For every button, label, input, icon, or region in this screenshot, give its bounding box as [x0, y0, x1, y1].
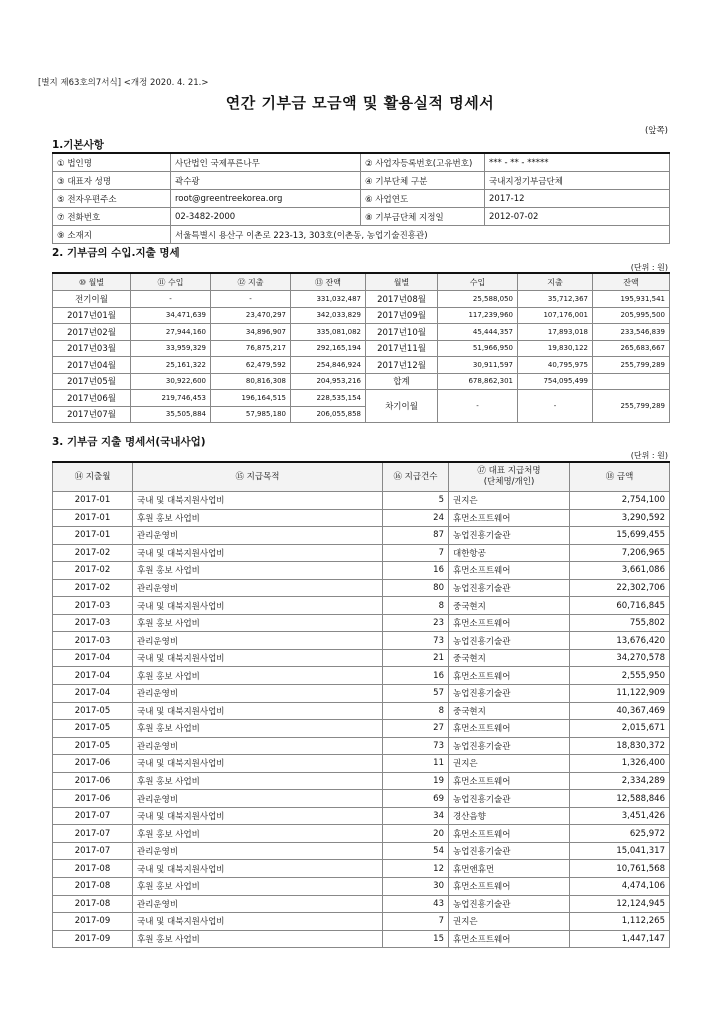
field-label: ⑥ 사업연도: [361, 190, 485, 208]
payee-cell: 중국현지: [449, 597, 570, 615]
expense-month-cell: 2017-04: [53, 685, 133, 703]
table-row: [53, 790, 670, 808]
count-cell: 7: [383, 544, 449, 562]
field-label: ⑤ 전자우편주소: [53, 190, 171, 208]
purpose-cell: 국내 및 대북지원사업비: [133, 807, 383, 825]
month-cell: 2017년04월: [53, 357, 131, 374]
field-label: ⑧ 기부금단체 지정일: [361, 208, 485, 226]
count-cell: 8: [383, 702, 449, 720]
income-cell: 678,862,301: [438, 373, 518, 390]
amount-cell: 60,716,845: [570, 597, 670, 615]
amount-cell: 12,588,846: [570, 790, 670, 808]
payee-cell: 농업진흥기술관: [449, 632, 570, 650]
expense-month-cell: 2017-08: [53, 878, 133, 896]
amount-cell: 3,661,086: [570, 562, 670, 580]
table-row: [53, 614, 670, 632]
section-expense-unit: (단위 : 원): [630, 451, 668, 460]
purpose-cell: 관리운영비: [133, 895, 383, 913]
payee-cell: 권지은: [449, 492, 570, 510]
expense-month-cell: 2017-06: [53, 790, 133, 808]
field-label: ① 법인명: [53, 153, 171, 172]
table-row: [53, 324, 670, 341]
count-cell: 21: [383, 649, 449, 667]
count-cell: 20: [383, 825, 449, 843]
payee-cell: 농업진흥기술관: [449, 737, 570, 755]
expense-cell: -: [518, 390, 593, 423]
amount-cell: 34,270,578: [570, 649, 670, 667]
expense-month-cell: 2017-01: [53, 527, 133, 545]
table-row: [53, 930, 670, 948]
field-label: ④ 기부단체 구분: [361, 172, 485, 190]
amount-cell: 2,754,100: [570, 492, 670, 510]
expense-month-cell: 2017-03: [53, 614, 133, 632]
table-row: [53, 895, 670, 913]
income-cell: -: [131, 291, 211, 308]
table-row: [53, 291, 670, 308]
purpose-cell: 국내 및 대북지원사업비: [133, 597, 383, 615]
payee-cell: 농업진흥기술관: [449, 790, 570, 808]
amount-cell: 1,447,147: [570, 930, 670, 948]
count-cell: 16: [383, 667, 449, 685]
table-row: [53, 737, 670, 755]
table-row: [53, 649, 670, 667]
purpose-cell: 후원 홍보 사업비: [133, 614, 383, 632]
purpose-cell: 관리운영비: [133, 579, 383, 597]
income-cell: 34,471,639: [131, 307, 211, 324]
balance-cell: 335,081,082: [291, 324, 366, 341]
payee-cell: 농업진흥기술관: [449, 842, 570, 860]
basic-info-table: [52, 152, 670, 244]
month-cell: 2017년02월: [53, 324, 131, 341]
basic-info-row: [53, 153, 670, 172]
amount-cell: 7,206,965: [570, 544, 670, 562]
purpose-cell: 후원 홍보 사업비: [133, 825, 383, 843]
expense-cell: 754,095,499: [518, 373, 593, 390]
column-header: ⑯ 지급건수: [383, 462, 449, 492]
table-row: [53, 860, 670, 878]
income-cell: 25,588,050: [438, 291, 518, 308]
expense-month-cell: 2017-09: [53, 913, 133, 931]
table-row: [53, 702, 670, 720]
basic-info-row: [53, 226, 670, 244]
payee-cell: 농업진흥기술관: [449, 685, 570, 703]
expense-cell: 76,875,217: [211, 340, 291, 357]
expense-month-cell: 2017-08: [53, 860, 133, 878]
expense-month-cell: 2017-06: [53, 755, 133, 773]
field-value: 2017-12: [485, 190, 670, 208]
field-value: root@greentreekorea.org: [171, 190, 361, 208]
month-cell: 2017년10월: [366, 324, 438, 341]
column-header: ⑫ 지출: [211, 273, 291, 291]
purpose-cell: 후원 홍보 사업비: [133, 667, 383, 685]
amount-cell: 755,802: [570, 614, 670, 632]
count-cell: 54: [383, 842, 449, 860]
expense-month-cell: 2017-03: [53, 597, 133, 615]
field-label: ⑦ 전화번호: [53, 208, 171, 226]
amount-cell: 4,474,106: [570, 878, 670, 896]
amount-cell: 11,122,909: [570, 685, 670, 703]
expense-month-cell: 2017-04: [53, 667, 133, 685]
expense-cell: 62,479,592: [211, 357, 291, 374]
month-cell: 2017년09월: [366, 307, 438, 324]
table-row: [53, 562, 670, 580]
expenditure-table: [52, 461, 670, 948]
table-row: [53, 597, 670, 615]
income-cell: 45,444,357: [438, 324, 518, 341]
amount-cell: 18,830,372: [570, 737, 670, 755]
payee-cell: 휴먼소프트웨어: [449, 509, 570, 527]
expense-month-cell: 2017-08: [53, 895, 133, 913]
purpose-cell: 국내 및 대북지원사업비: [133, 544, 383, 562]
amount-cell: 40,367,469: [570, 702, 670, 720]
count-cell: 80: [383, 579, 449, 597]
basic-info-row: [53, 172, 670, 190]
purpose-cell: 국내 및 대북지원사업비: [133, 913, 383, 931]
income-cell: 33,959,329: [131, 340, 211, 357]
expense-cell: 34,896,907: [211, 324, 291, 341]
count-cell: 57: [383, 685, 449, 703]
income-cell: 27,944,160: [131, 324, 211, 341]
table-row: [53, 544, 670, 562]
income-cell: 219,746,453: [131, 390, 211, 407]
balance-cell: 255,799,289: [593, 390, 670, 423]
count-cell: 27: [383, 720, 449, 738]
purpose-cell: 관리운영비: [133, 685, 383, 703]
expense-month-cell: 2017-06: [53, 772, 133, 790]
purpose-cell: 후원 홍보 사업비: [133, 878, 383, 896]
amount-cell: 625,972: [570, 825, 670, 843]
table-row: [53, 509, 670, 527]
balance-cell: 255,799,289: [593, 357, 670, 374]
purpose-cell: 관리운영비: [133, 790, 383, 808]
table-row: [53, 492, 670, 510]
purpose-cell: 관리운영비: [133, 632, 383, 650]
section-expense-title: 3. 기부금 지출 명세서(국내사업): [52, 436, 206, 448]
table-row: [53, 807, 670, 825]
count-cell: 24: [383, 509, 449, 527]
payee-cell: 농업진흥기술관: [449, 895, 570, 913]
payee-cell: 농업진흥기술관: [449, 527, 570, 545]
balance-cell: 204,953,216: [291, 373, 366, 390]
column-header: ⑱ 금액: [570, 462, 670, 492]
payee-cell: 중국현지: [449, 649, 570, 667]
balance-cell: 265,683,667: [593, 340, 670, 357]
table-row: [53, 913, 670, 931]
purpose-cell: 후원 홍보 사업비: [133, 509, 383, 527]
payee-cell: 휴먼앤휴먼: [449, 860, 570, 878]
count-cell: 15: [383, 930, 449, 948]
table-row: [53, 373, 670, 390]
column-header: 수입: [438, 273, 518, 291]
address-label: ⑨ 소재지: [53, 226, 171, 244]
count-cell: 19: [383, 772, 449, 790]
purpose-cell: 후원 홍보 사업비: [133, 562, 383, 580]
balance-cell: 233,546,839: [593, 324, 670, 341]
expense-month-cell: 2017-03: [53, 632, 133, 650]
expense-month-cell: 2017-07: [53, 842, 133, 860]
balance-cell: [593, 373, 670, 390]
payee-cell: 휴먼소프트웨어: [449, 825, 570, 843]
payee-cell: 농업진흥기술관: [449, 579, 570, 597]
expense-cell: 19,830,122: [518, 340, 593, 357]
income-cell: 117,239,960: [438, 307, 518, 324]
expense-month-cell: 2017-02: [53, 579, 133, 597]
expense-cell: 107,176,001: [518, 307, 593, 324]
month-cell: 2017년07월: [53, 406, 131, 423]
balance-cell: 342,033,829: [291, 307, 366, 324]
income-expense-table: [52, 272, 670, 423]
section-income-title: 2. 기부금의 수입.지출 명세: [52, 247, 180, 259]
count-cell: 69: [383, 790, 449, 808]
payee-cell: 중국현지: [449, 702, 570, 720]
purpose-cell: 국내 및 대북지원사업비: [133, 702, 383, 720]
purpose-cell: 국내 및 대북지원사업비: [133, 649, 383, 667]
balance-cell: 254,846,924: [291, 357, 366, 374]
column-header: ⑪ 수입: [131, 273, 211, 291]
table-row: [53, 720, 670, 738]
income-cell: -: [438, 390, 518, 423]
month-cell: 전기이월: [53, 291, 131, 308]
month-cell: 2017년05월: [53, 373, 131, 390]
purpose-cell: 후원 홍보 사업비: [133, 720, 383, 738]
table-row: [53, 825, 670, 843]
expense-cell: 40,795,975: [518, 357, 593, 374]
table-row: [53, 527, 670, 545]
month-cell: 2017년11월: [366, 340, 438, 357]
payee-cell: 경산음향: [449, 807, 570, 825]
expense-month-cell: 2017-02: [53, 562, 133, 580]
field-value: 국내지정기부금단체: [485, 172, 670, 190]
count-cell: 8: [383, 597, 449, 615]
table-row: [53, 667, 670, 685]
purpose-cell: 후원 홍보 사업비: [133, 930, 383, 948]
form-number: [별지 제63호의7서식] <개정 2020. 4. 21.>: [38, 78, 209, 88]
table-row: [53, 685, 670, 703]
count-cell: 7: [383, 913, 449, 931]
expense-month-cell: 2017-05: [53, 737, 133, 755]
count-cell: 43: [383, 895, 449, 913]
column-header: ⑭ 지출월: [53, 462, 133, 492]
table-row: [53, 340, 670, 357]
section-income-unit: (단위 : 원): [630, 263, 668, 272]
basic-info-row: [53, 208, 670, 226]
amount-cell: 10,761,568: [570, 860, 670, 878]
month-cell: 2017년12월: [366, 357, 438, 374]
field-value: 곽수광: [171, 172, 361, 190]
table-row: [53, 632, 670, 650]
section-basic-title: 1.기본사항: [52, 139, 104, 151]
amount-cell: 2,015,671: [570, 720, 670, 738]
table-row: [53, 772, 670, 790]
amount-cell: 1,326,400: [570, 755, 670, 773]
month-cell: 2017년08월: [366, 291, 438, 308]
amount-cell: 3,451,426: [570, 807, 670, 825]
expense-cell: 17,893,018: [518, 324, 593, 341]
month-cell: 2017년01월: [53, 307, 131, 324]
purpose-cell: 국내 및 대북지원사업비: [133, 492, 383, 510]
income-cell: 30,911,597: [438, 357, 518, 374]
purpose-cell: 국내 및 대북지원사업비: [133, 860, 383, 878]
expense-month-cell: 2017-02: [53, 544, 133, 562]
balance-cell: 195,931,541: [593, 291, 670, 308]
field-value: 02-3482-2000: [171, 208, 361, 226]
count-cell: 73: [383, 737, 449, 755]
column-header: ⑰ 대표 지급처명 (단체명/개인): [449, 462, 570, 492]
purpose-cell: 국내 및 대북지원사업비: [133, 755, 383, 773]
count-cell: 30: [383, 878, 449, 896]
month-cell: 2017년03월: [53, 340, 131, 357]
expense-cell: -: [211, 291, 291, 308]
expense-month-cell: 2017-04: [53, 649, 133, 667]
table-row: [53, 579, 670, 597]
column-header: ⑩ 월별: [53, 273, 131, 291]
balance-cell: 206,055,858: [291, 406, 366, 423]
purpose-cell: 후원 홍보 사업비: [133, 772, 383, 790]
payee-cell: 휴먼소프트웨어: [449, 930, 570, 948]
income-cell: 25,161,322: [131, 357, 211, 374]
income-cell: 30,922,600: [131, 373, 211, 390]
count-cell: 23: [383, 614, 449, 632]
expense-month-cell: 2017-07: [53, 807, 133, 825]
month-cell: 2017년06월: [53, 390, 131, 407]
count-cell: 87: [383, 527, 449, 545]
amount-cell: 2,555,950: [570, 667, 670, 685]
table-row: [53, 842, 670, 860]
field-value: 사단법인 국제푸른나무: [171, 153, 361, 172]
payee-cell: 휴먼소프트웨어: [449, 562, 570, 580]
amount-cell: 2,334,289: [570, 772, 670, 790]
count-cell: 5: [383, 492, 449, 510]
expense-cell: 35,712,367: [518, 291, 593, 308]
expense-month-cell: 2017-05: [53, 720, 133, 738]
column-header: ⑬ 잔액: [291, 273, 366, 291]
month-cell: 합계: [366, 373, 438, 390]
expense-month-cell: 2017-07: [53, 825, 133, 843]
purpose-cell: 관리운영비: [133, 842, 383, 860]
balance-cell: 228,535,154: [291, 390, 366, 407]
balance-cell: 331,032,487: [291, 291, 366, 308]
payee-cell: 휴먼소프트웨어: [449, 667, 570, 685]
expense-cell: 57,985,180: [211, 406, 291, 423]
amount-cell: 13,676,420: [570, 632, 670, 650]
purpose-cell: 관리운영비: [133, 527, 383, 545]
table-row: [53, 755, 670, 773]
page-side-note: (앞쪽): [644, 126, 668, 136]
payee-cell: 휴먼소프트웨어: [449, 720, 570, 738]
payee-cell: 휴먼소프트웨어: [449, 614, 570, 632]
address-value: 서울특별시 용산구 이촌로 223-13, 303호(이촌동, 농업기술진흥관): [171, 226, 670, 244]
table-row: [53, 357, 670, 374]
count-cell: 11: [383, 755, 449, 773]
payee-cell: 권지은: [449, 913, 570, 931]
document-title: 연간 기부금 모금액 및 활용실적 명세서: [225, 94, 495, 112]
income-cell: 51,966,950: [438, 340, 518, 357]
table-row: [53, 878, 670, 896]
count-cell: 34: [383, 807, 449, 825]
expense-cell: 80,816,308: [211, 373, 291, 390]
expense-cell: 23,470,297: [211, 307, 291, 324]
count-cell: 73: [383, 632, 449, 650]
month-cell: 차기이월: [366, 390, 438, 423]
field-label: ③ 대표자 성명: [53, 172, 171, 190]
table-row: [53, 307, 670, 324]
column-header: ⑮ 지급목적: [133, 462, 383, 492]
column-header: 지출: [518, 273, 593, 291]
expense-cell: 196,164,515: [211, 390, 291, 407]
amount-cell: 15,699,455: [570, 527, 670, 545]
payee-cell: 권지은: [449, 755, 570, 773]
expense-month-cell: 2017-01: [53, 492, 133, 510]
expense-month-cell: 2017-09: [53, 930, 133, 948]
balance-cell: 205,995,500: [593, 307, 670, 324]
field-value: *** - ** - *****: [485, 153, 670, 172]
count-cell: 12: [383, 860, 449, 878]
amount-cell: 12,124,945: [570, 895, 670, 913]
purpose-cell: 관리운영비: [133, 737, 383, 755]
amount-cell: 22,302,706: [570, 579, 670, 597]
amount-cell: 3,290,592: [570, 509, 670, 527]
payee-cell: 휴먼소프트웨어: [449, 878, 570, 896]
column-header: 월별: [366, 273, 438, 291]
column-header: 잔액: [593, 273, 670, 291]
basic-info-row: [53, 190, 670, 208]
balance-cell: 292,165,194: [291, 340, 366, 357]
income-cell: 35,505,884: [131, 406, 211, 423]
field-value: 2012-07-02: [485, 208, 670, 226]
expense-month-cell: 2017-05: [53, 702, 133, 720]
count-cell: 16: [383, 562, 449, 580]
field-label: ② 사업자등록번호(고유번호): [361, 153, 485, 172]
amount-cell: 15,041,317: [570, 842, 670, 860]
expense-month-cell: 2017-01: [53, 509, 133, 527]
payee-cell: 대한항공: [449, 544, 570, 562]
payee-cell: 휴먼소프트웨어: [449, 772, 570, 790]
amount-cell: 1,112,265: [570, 913, 670, 931]
table-row: [53, 390, 670, 407]
